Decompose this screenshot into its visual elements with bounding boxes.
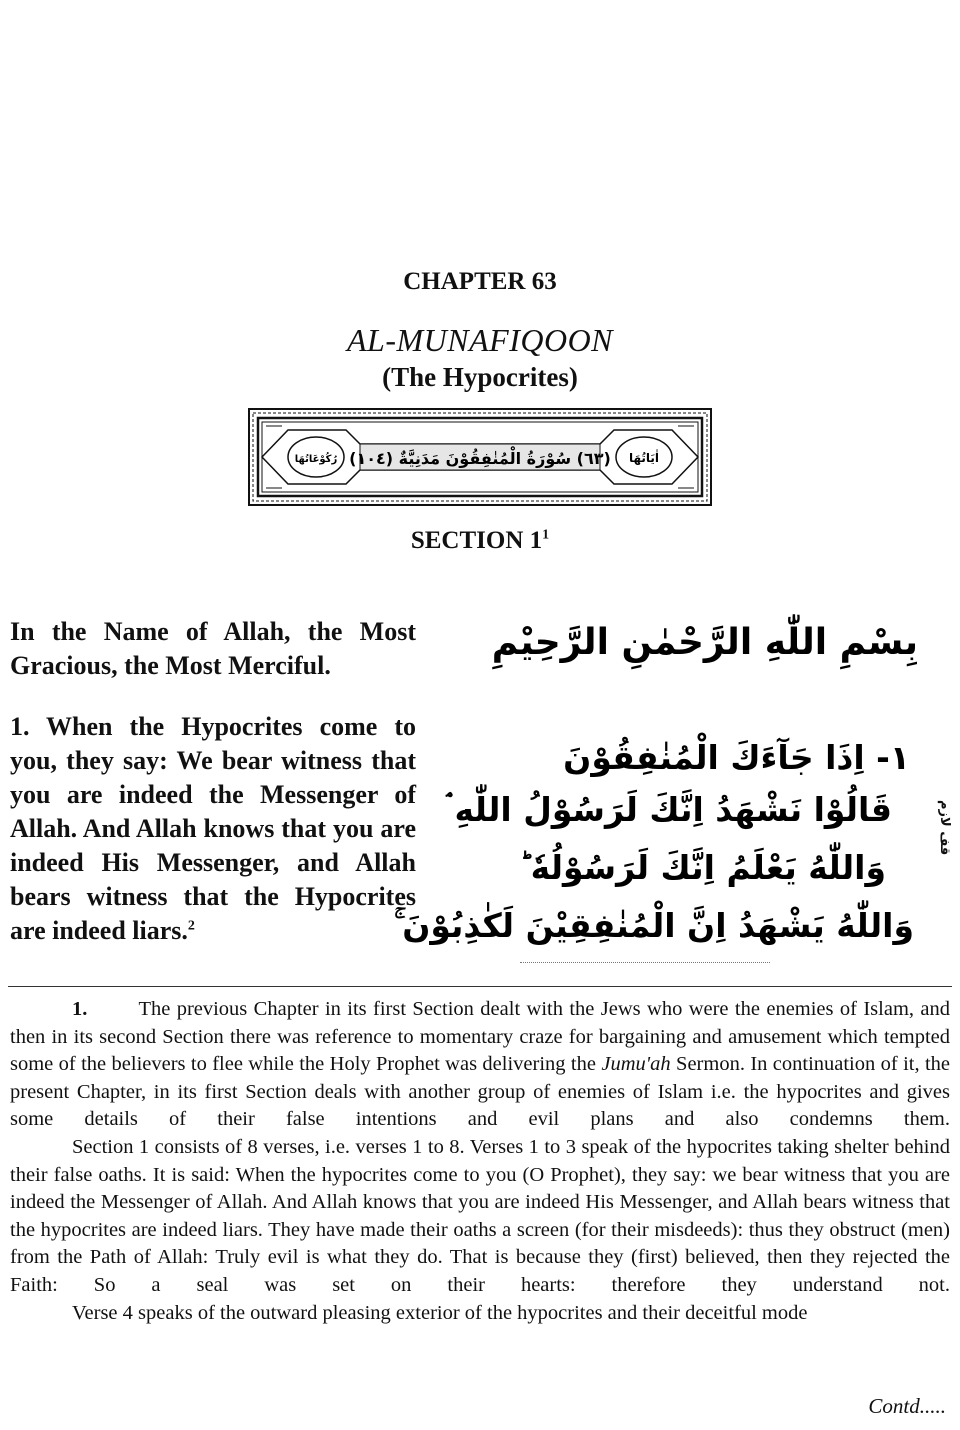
bismillah-english: In the Name of Allah, the Most Gracious, the Most Merciful. <box>10 617 416 680</box>
footnote-block <box>10 996 950 1327</box>
verse-1-text: 1. When the Hypocrites come to you, they say: We bear witness that you are indeed the Messenger of Allah. And Allah knows that you are indeed His Messenger, and Allah bears witness that the Hypocrites are indeed liars. <box>10 712 416 945</box>
footnote-paragraph-2: Section 1 consists of 8 verses, i.e. verses 1 to 8. Verses 1 to 3 speak of the hypocrites taking shelter behind their false oaths. It is said: When the hypocrites come to you (O Prophet), they say: we bear witness that you are indeed the Messenger of Allah. And Allah knows that you are indeed His Messenger, and Allah bears witness that the hypocrites are indeed liars. They have made their oaths a screen (for their misdeeds): thus they obstruct (men) from the Path of Allah: Truly evil is what they do. That is because they (first) believed, then they rejected the Faith: So a seal was set on their hearts: therefore they understand not. <box>10 1135 950 1296</box>
verse-1-english <box>10 710 416 948</box>
verse-1-footnote-ref: 2 <box>187 918 195 934</box>
banner-title: (٦٣) سُوْرَةُ الْمُنٰفِقُوْنَ مَدَنِيَّةٌ (١٠٤) <box>349 449 611 468</box>
jumuah-term: Jumu'ah <box>601 1053 671 1076</box>
margin-pause-note: قف لازم <box>937 800 952 856</box>
verse-1-arabic-line-3: وَاللّٰهُ يَعْلَمُ اِنَّكَ لَرَسُوْلُهٗ ؕ <box>519 848 886 887</box>
section-footnote-ref: 1 <box>542 527 550 543</box>
section-label: SECTION 1 <box>410 527 543 554</box>
footnote-text-tail: Sermon. In continuation of it, the present Chapter, in its first Section deals with another group of enemies of Islam i.e. the hypocrites and gives some details of their false intentions and evil plans and also condemns them. <box>10 1053 951 1131</box>
surah-meaning: (The Hypocrites) <box>382 362 578 392</box>
continued-marker: Contd..... <box>868 1394 946 1418</box>
bismillah-arabic: بِسْمِ اللّٰهِ الرَّحْمٰنِ الرَّحِيْمِ <box>491 622 918 663</box>
section-heading <box>0 527 960 555</box>
footnote-rule <box>8 986 952 987</box>
banner-verses-label: اٰيَاتُهَا <box>628 451 660 465</box>
verse-1-arabic-line-4: وَاللّٰهُ يَشْهَدُ اِنَّ الْمُنٰفِقِيْنَ لَكٰذِبُوْنَ ۚ <box>393 906 914 945</box>
surah-name: AL-MUNAFIQOON <box>346 322 614 358</box>
chapter-number: CHAPTER 63 <box>403 268 557 295</box>
dotted-separator <box>520 962 770 963</box>
footnote-text-lead: The previous Chapter in its first Section dealt with the Jews who were the enemies of Islam, and then in its second Section there was reference to momentary craze for bargaining and amusement which tempted some of the believers to flee while the Holy Prophet was delivering the <box>10 998 950 1076</box>
verse-1-arabic-line-2: قَالُوْا نَشْهَدُ اِنَّكَ لَرَسُوْلُ اللّٰهِ ۘ <box>446 790 892 829</box>
verse-1-arabic-line-1: ١- اِذَا جَآءَكَ الْمُنٰفِقُوْنَ <box>563 738 910 777</box>
footnote-paragraph-3: Verse 4 speaks of the outward pleasing exterior of the hypocrites and their deceitful mode <box>72 1301 808 1324</box>
footnote-number: 1. <box>72 998 88 1020</box>
footnote-paragraph-1 <box>10 996 950 1134</box>
banner-sections-label: رُكُوْعَاتُهَا <box>294 454 338 465</box>
surah-title-banner <box>248 408 712 506</box>
